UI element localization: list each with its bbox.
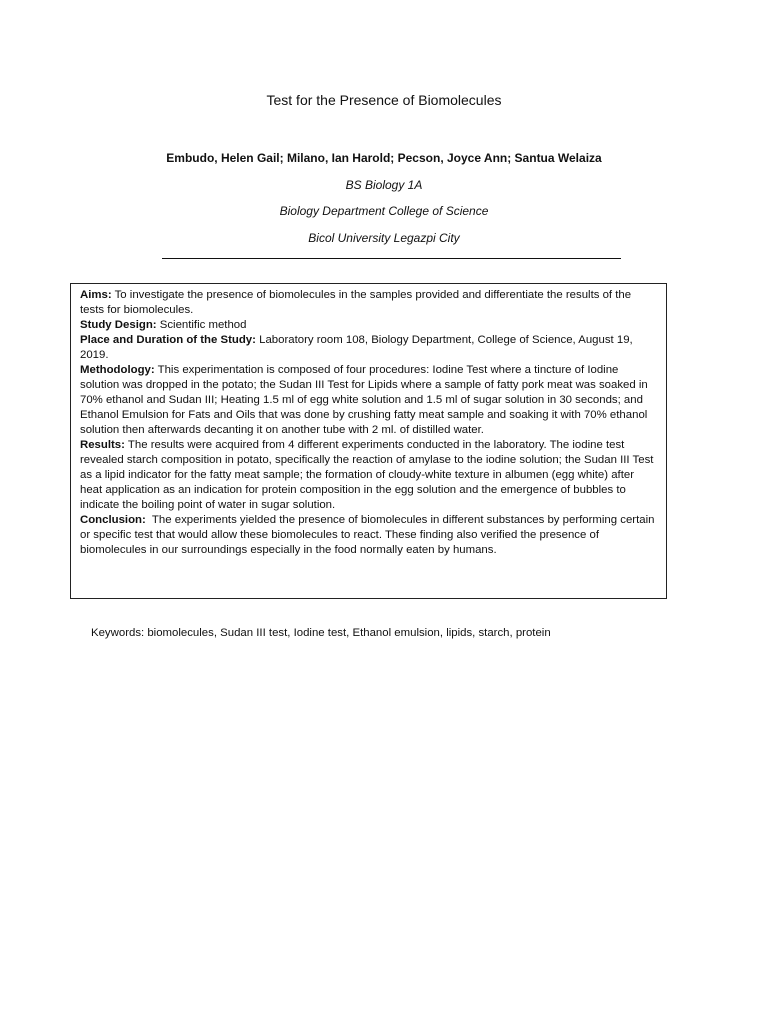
abstract-box bbox=[70, 283, 667, 599]
place-label: Place and Duration of the Study: bbox=[80, 334, 256, 346]
abstract-conclusion bbox=[80, 513, 657, 558]
affiliation-program: BS Biology 1A bbox=[345, 178, 423, 192]
place-text: Laboratory room 108, Biology Department, College of Science, August 19, 2019. bbox=[80, 334, 633, 361]
results-label: Results: bbox=[80, 439, 125, 451]
abstract-aims bbox=[80, 288, 657, 318]
author-list: Embudo, Helen Gail; Milano, Ian Harold; Pecson, Joyce Ann; Santua Welaiza bbox=[166, 151, 602, 165]
affiliation-university: Bicol University Legazpi City bbox=[308, 231, 460, 245]
design-text: Scientific method bbox=[156, 319, 247, 331]
affiliation-department: Biology Department College of Science bbox=[279, 204, 489, 218]
abstract-place-duration bbox=[80, 333, 657, 363]
conclusion-label: Conclusion: bbox=[80, 514, 146, 526]
conclusion-text: The experiments yielded the presence of biomolecules in different substances by performing certain or specific test that would allow these biomolecules to react. These finding also verified the presence of biomolecules in our surroundings especially in the food normally eaten by humans. bbox=[80, 514, 658, 556]
results-text: The results were acquired from 4 different experiments conducted in the laboratory. The iodine test revealed starch composition in potato, specifically the reaction of amylase to the iodine solution; the Sudan III Test as a lipid indicator for the fatty meat sample; the formation of cloudy-white texture in albumen (egg white) after heat application as an indication for protein composition in the egg solution and the emergence of bubbles to indicate the boiling point of water in sugar solution. bbox=[80, 439, 654, 511]
methodology-text: This experimentation is composed of four procedures: Iodine Test where a tincture of Iodine solution was dropped in the potato; the Sudan III Test for Lipids where a sample of fatty pork meat was soaked in 70% ethanol and Sudan III; Heating 1.5 ml of egg white solution and 1.5 ml of sugar solution in 30 seconds; and Ethanol Emulsion for Fats and Oils that was done by crushing fatty meat sample and soaking it with 70% ethanol solution then afterwards decanting it on another tube with 2 ml. of distilled water. bbox=[80, 364, 648, 436]
paper-title: Test for the Presence of Biomolecules bbox=[266, 92, 502, 108]
design-label: Study Design: bbox=[80, 319, 157, 331]
aims-text: To investigate the presence of biomolecules in the samples provided and differentiate the results of the tests for biomolecules. bbox=[80, 289, 632, 316]
abstract-results bbox=[80, 438, 657, 513]
abstract-study-design bbox=[80, 318, 657, 333]
header-divider bbox=[162, 258, 621, 259]
aims-label: Aims: bbox=[80, 289, 112, 301]
keywords-line: Keywords: biomolecules, Sudan III test, Iodine test, Ethanol emulsion, lipids, starch, protein bbox=[91, 627, 551, 639]
methodology-label: Methodology: bbox=[80, 364, 155, 376]
abstract-methodology bbox=[80, 363, 657, 438]
